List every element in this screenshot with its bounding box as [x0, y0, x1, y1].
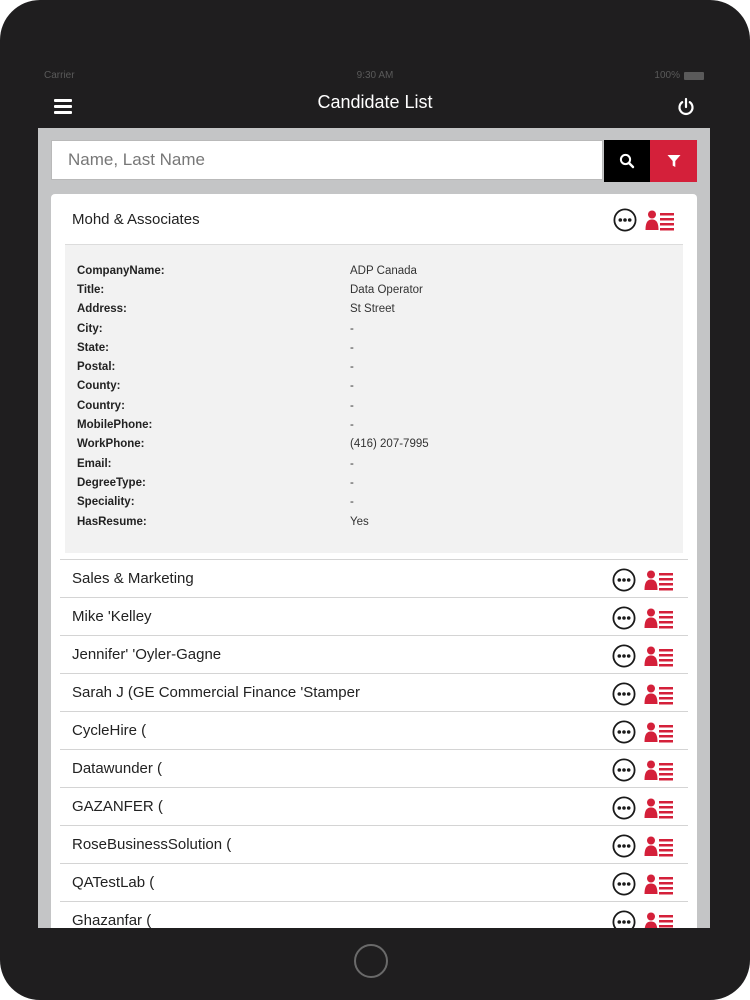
row-actions [612, 872, 674, 896]
row-actions [612, 910, 674, 928]
ellipsis-circle-icon[interactable] [612, 720, 636, 744]
detail-label: City: [77, 322, 103, 335]
candidate-row[interactable] [60, 787, 688, 825]
ellipsis-circle-icon[interactable] [612, 682, 636, 706]
detail-value: - [350, 457, 354, 470]
candidate-row[interactable] [60, 825, 688, 863]
detail-row [77, 454, 671, 473]
app-content [38, 128, 710, 928]
detail-value: Data Operator [350, 283, 423, 296]
magnifier-icon [619, 153, 635, 169]
home-button[interactable] [354, 944, 388, 978]
user-list-icon[interactable] [644, 569, 674, 591]
user-list-icon[interactable] [644, 835, 674, 857]
candidate-name: GAZANFER ( [72, 798, 163, 816]
candidate-row[interactable] [60, 863, 688, 901]
user-list-icon[interactable] [645, 209, 675, 231]
candidate-row[interactable] [60, 711, 688, 749]
detail-value: - [350, 399, 354, 412]
detail-value: - [350, 419, 354, 432]
candidate-name: Mohd & Associates [72, 211, 200, 228]
search-input[interactable] [51, 140, 603, 180]
navigation-bar [38, 88, 712, 128]
detail-label: Country: [77, 399, 125, 412]
row-actions [612, 682, 674, 706]
detail-label: Postal: [77, 361, 116, 374]
detail-row [77, 473, 671, 492]
detail-row [77, 377, 671, 396]
ellipsis-circle-icon[interactable] [612, 872, 636, 896]
user-list-icon[interactable] [644, 797, 674, 819]
row-actions [613, 208, 675, 232]
candidate-row[interactable] [60, 749, 688, 787]
carrier-label: Carrier [44, 70, 75, 81]
detail-row [77, 396, 671, 415]
detail-label: CompanyName: [77, 264, 165, 277]
ellipsis-circle-icon[interactable] [612, 758, 636, 782]
ellipsis-circle-icon[interactable] [612, 568, 636, 592]
detail-label: DegreeType: [77, 476, 146, 489]
detail-value: - [350, 476, 354, 489]
ellipsis-circle-icon[interactable] [612, 834, 636, 858]
page-title: Candidate List [317, 92, 433, 112]
ellipsis-circle-icon[interactable] [612, 606, 636, 630]
battery-status [654, 70, 704, 81]
row-actions [612, 796, 674, 820]
detail-label: Email: [77, 457, 112, 470]
detail-row [77, 280, 671, 299]
row-actions [612, 644, 674, 668]
detail-value: (416) 207-7995 [350, 438, 429, 451]
candidate-name: Datawunder ( [72, 760, 163, 778]
filter-button[interactable] [650, 140, 697, 182]
candidate-row[interactable] [60, 635, 688, 673]
detail-label: Title: [77, 283, 105, 296]
expanded-candidate-header[interactable] [51, 194, 697, 244]
detail-label: Speciality: [77, 496, 135, 509]
user-list-icon[interactable] [644, 645, 674, 667]
detail-value: - [350, 380, 354, 393]
battery-icon [684, 72, 704, 80]
ellipsis-circle-icon[interactable] [613, 208, 637, 232]
detail-label: County: [77, 380, 121, 393]
user-list-icon[interactable] [644, 759, 674, 781]
ellipsis-circle-icon[interactable] [612, 910, 636, 928]
candidate-name: Sales & Marketing [72, 570, 194, 588]
detail-value: - [350, 341, 354, 354]
detail-value: Yes [350, 515, 369, 528]
row-actions [612, 606, 674, 630]
detail-row [77, 319, 671, 338]
detail-label: Address: [77, 303, 127, 316]
candidate-name: CycleHire ( [72, 722, 147, 740]
detail-row [77, 300, 671, 319]
detail-label: HasResume: [77, 515, 147, 528]
user-list-icon[interactable] [644, 721, 674, 743]
ellipsis-circle-icon[interactable] [612, 644, 636, 668]
candidate-rows [51, 559, 697, 928]
candidate-name: QATestLab ( [72, 874, 155, 892]
detail-row [77, 493, 671, 512]
candidate-details-panel [65, 244, 683, 553]
user-list-icon[interactable] [644, 683, 674, 705]
user-list-icon[interactable] [644, 607, 674, 629]
power-icon[interactable] [676, 97, 696, 117]
search-button[interactable] [604, 140, 650, 182]
ellipsis-circle-icon[interactable] [612, 796, 636, 820]
detail-row [77, 357, 671, 376]
detail-value: - [350, 361, 354, 374]
detail-label: WorkPhone: [77, 438, 145, 451]
detail-label: State: [77, 341, 109, 354]
clock: 9:30 AM [356, 70, 394, 81]
candidate-row[interactable] [60, 597, 688, 635]
funnel-icon [667, 154, 681, 168]
candidate-name: Mike 'Kelley [72, 608, 152, 626]
candidate-name: Ghazanfar ( [72, 912, 152, 928]
detail-value: - [350, 322, 354, 335]
user-list-icon[interactable] [644, 873, 674, 895]
detail-row [77, 512, 671, 531]
detail-value: - [350, 496, 354, 509]
row-actions [612, 720, 674, 744]
detail-label: MobilePhone: [77, 419, 153, 432]
candidate-row[interactable] [60, 901, 688, 928]
search-bar [51, 140, 697, 182]
detail-value: ADP Canada [350, 264, 417, 277]
detail-row [77, 261, 671, 280]
user-list-icon[interactable] [644, 911, 674, 928]
row-actions [612, 834, 674, 858]
detail-row [77, 338, 671, 357]
row-actions [612, 758, 674, 782]
candidate-name: RoseBusinessSolution ( [72, 836, 232, 854]
battery-percent: 100% [654, 70, 680, 81]
detail-row [77, 435, 671, 454]
detail-row [77, 415, 671, 434]
status-bar [38, 66, 712, 88]
candidate-list [51, 194, 697, 928]
candidate-row[interactable] [60, 673, 688, 711]
candidate-name: Sarah J (GE Commercial Finance 'Stamper [72, 684, 360, 702]
candidate-row[interactable] [60, 559, 688, 597]
row-actions [612, 568, 674, 592]
candidate-name: Jennifer' 'Oyler-Gagne [72, 646, 222, 664]
detail-value: St Street [350, 303, 395, 316]
